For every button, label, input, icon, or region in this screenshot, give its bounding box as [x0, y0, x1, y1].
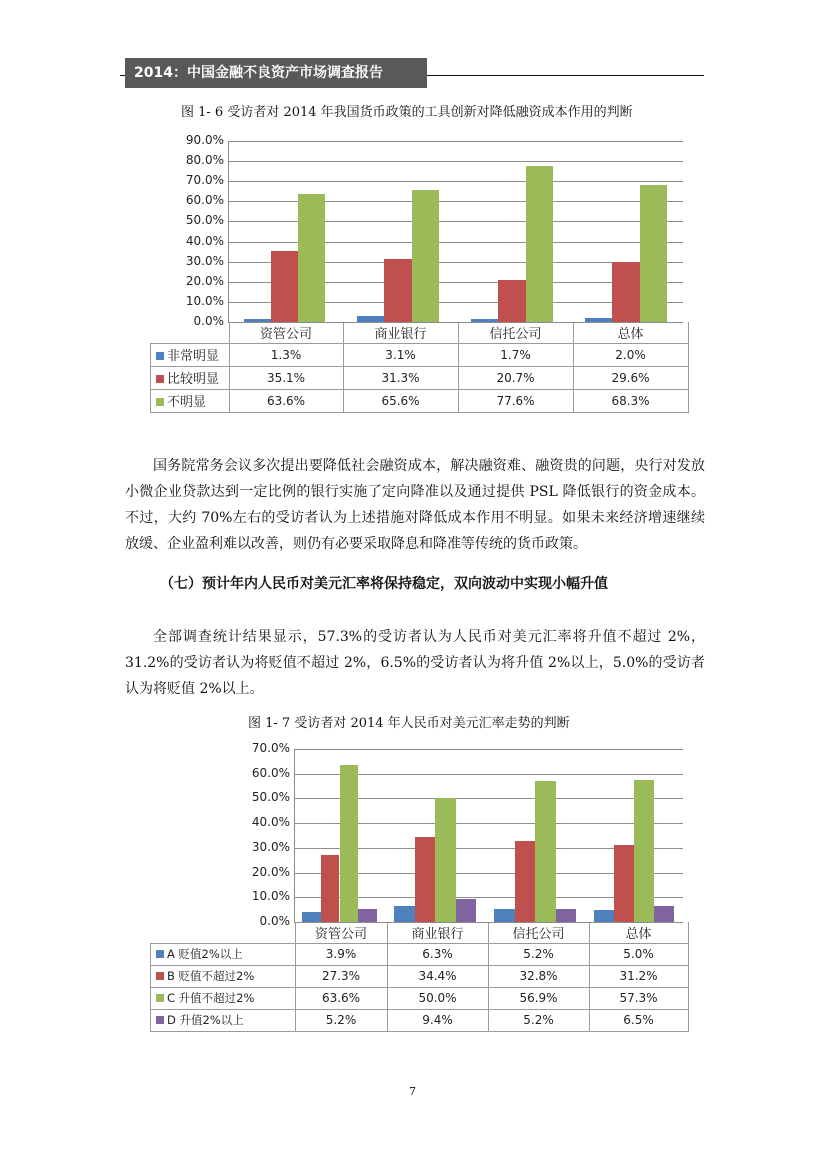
category-header: 信托公司 [458, 322, 573, 343]
table-cell: 5.2% [295, 1009, 387, 1031]
y-tick-label: 90.0% [185, 133, 224, 147]
paragraph-2: 全部调查统计结果显示，57.3%的受访者认为人民币对美元汇率将升值不超过 2%，31.2%的受访者认为将贬值不超过 2%，6.5%的受访者认为将升值 2%以上，5.0%的受访者认为将贬值 2%以上。 [125, 629, 705, 697]
bar [498, 280, 525, 322]
table-cell: 2.0% [573, 343, 688, 366]
figure-2-data-table [150, 922, 689, 1032]
bar [415, 837, 436, 922]
bar [271, 251, 298, 322]
category-header: 总体 [573, 322, 688, 343]
bar [585, 318, 612, 322]
y-tick-label: 30.0% [185, 253, 224, 268]
y-tick-label: 10.0% [185, 293, 224, 308]
legend-label: B 贬值不超过2% [151, 965, 296, 987]
legend-label: 非常明显 [151, 343, 230, 366]
bar [357, 316, 384, 322]
table-row [151, 1009, 689, 1031]
table-cell: 68.3% [573, 389, 688, 412]
header-rule [427, 75, 704, 76]
y-tick-label: 70.0% [185, 173, 224, 188]
bar [640, 185, 667, 322]
bar [654, 906, 674, 922]
table-cell: 6.5% [589, 1009, 688, 1031]
y-tick-label: 40.0% [251, 815, 290, 830]
gridline [228, 201, 683, 202]
gridline [228, 221, 683, 222]
bar [614, 845, 634, 922]
table-cell: 1.3% [229, 343, 343, 366]
figure-1-data-table [150, 322, 689, 413]
gridline [294, 749, 683, 750]
legend-swatch-icon [156, 375, 164, 383]
report-header: 2014：中国金融不良资产市场调查报告 [125, 58, 427, 88]
y-tick-label: 60.0% [185, 193, 224, 208]
legend-swatch-icon [156, 950, 164, 958]
y-tick-label: 80.0% [185, 153, 224, 168]
category-header: 总体 [589, 922, 688, 943]
bar [302, 912, 321, 922]
y-tick-label: 50.0% [185, 213, 224, 228]
table-cell: 35.1% [229, 366, 343, 389]
table-cell: 63.6% [229, 389, 343, 412]
y-tick-label: 0.0% [259, 914, 290, 928]
bar [526, 166, 553, 322]
bar [298, 194, 325, 322]
table-cell: 63.6% [295, 987, 387, 1009]
category-header: 商业银行 [343, 322, 458, 343]
page-number: 7 [409, 1085, 416, 1098]
legend-swatch-icon [156, 1016, 164, 1024]
table-cell: 65.6% [343, 389, 458, 412]
figure-1-title: 图 1- 6 受访者对 2014 年我国货币政策的工具创新对降低融资成本作用的判断 [181, 105, 633, 120]
y-tick-label: 10.0% [251, 889, 290, 904]
bar [471, 319, 498, 322]
gridline [228, 141, 683, 142]
gridline [228, 161, 683, 162]
table-cell: 56.9% [488, 987, 589, 1009]
table-row [151, 366, 689, 389]
table-cell: 32.8% [488, 965, 589, 987]
table-cell: 3.9% [295, 943, 387, 965]
category-header: 信托公司 [488, 922, 589, 943]
category-header: 商业银行 [387, 922, 488, 943]
gridline [228, 242, 683, 243]
y-tick-label: 40.0% [185, 233, 224, 248]
y-tick-label: 0.0% [193, 314, 224, 328]
y-tick-label: 50.0% [251, 790, 290, 805]
y-axis [228, 141, 229, 322]
y-tick-label: 60.0% [251, 765, 290, 780]
table-cell: 50.0% [387, 987, 488, 1009]
table-cell: 3.1% [343, 343, 458, 366]
table-cell: 5.2% [488, 943, 589, 965]
table-row [151, 987, 689, 1009]
bar [340, 765, 359, 922]
table-cell: 31.2% [589, 965, 688, 987]
table-row [151, 965, 689, 987]
legend-label: 不明显 [151, 389, 230, 412]
legend-swatch-icon [156, 994, 164, 1002]
table-row [151, 943, 689, 965]
table-cell: 20.7% [458, 366, 573, 389]
bar [244, 319, 271, 322]
gridline [228, 181, 683, 182]
legend-label: 比较明显 [151, 366, 230, 389]
y-tick-label: 20.0% [185, 273, 224, 288]
bar [321, 855, 340, 922]
section-heading-7: （七）预计年内人民币对美元汇率将保持稳定，双向波动中实现小幅升值 [160, 576, 608, 592]
bar [515, 841, 536, 922]
legend-swatch-icon [156, 398, 164, 406]
category-header: 资管公司 [229, 322, 343, 343]
table-cell: 57.3% [589, 987, 688, 1009]
bar [394, 906, 415, 922]
bar [594, 910, 614, 922]
bar [384, 259, 411, 322]
table-cell: 5.2% [488, 1009, 589, 1031]
bar [535, 781, 556, 922]
bar [456, 899, 477, 922]
table-cell: 5.0% [589, 943, 688, 965]
table-row [151, 343, 689, 366]
bar [612, 262, 639, 322]
y-axis [294, 749, 295, 922]
category-header: 资管公司 [295, 922, 387, 943]
bar [435, 798, 456, 922]
y-tick-label: 20.0% [251, 864, 290, 879]
header-rule-left [120, 75, 125, 76]
paragraph-1: 国务院常务会议多次提出要降低社会融资成本，解决融资难、融资贵的问题，央行对发放小微企业贷款达到一定比例的银行实施了定向降准以及通过提供 PSL 降低银行的资金成本。不过，大约 70%左右的受访者认为上述措施对降低成本作用不明显。如果未来经济增速继续放缓、企业盈利难以改善，则仍有必要采取降息和降准等传统的货币政策。 [125, 458, 705, 552]
legend-label: A 贬值2%以上 [151, 943, 296, 965]
table-cell: 31.3% [343, 366, 458, 389]
y-tick-label: 30.0% [251, 839, 290, 854]
y-tick-label: 70.0% [251, 741, 290, 755]
figure-2-title: 图 1- 7 受访者对 2014 年人民币对美元汇率走势的判断 [248, 716, 570, 731]
table-cell: 77.6% [458, 389, 573, 412]
bar [494, 909, 515, 922]
table-cell: 27.3% [295, 965, 387, 987]
table-cell: 9.4% [387, 1009, 488, 1031]
legend-swatch-icon [156, 972, 164, 980]
table-cell: 34.4% [387, 965, 488, 987]
table-row [151, 389, 689, 412]
table-cell: 29.6% [573, 366, 688, 389]
table-cell: 1.7% [458, 343, 573, 366]
bar [634, 780, 654, 922]
legend-label: D 升值2%以上 [151, 1009, 296, 1031]
bar [556, 909, 577, 922]
gridline [228, 322, 683, 323]
gridline [294, 922, 683, 923]
legend-label: C 升值不超过2% [151, 987, 296, 1009]
bar [412, 190, 439, 322]
legend-swatch-icon [156, 352, 164, 360]
table-cell: 6.3% [387, 943, 488, 965]
bar [358, 909, 377, 922]
